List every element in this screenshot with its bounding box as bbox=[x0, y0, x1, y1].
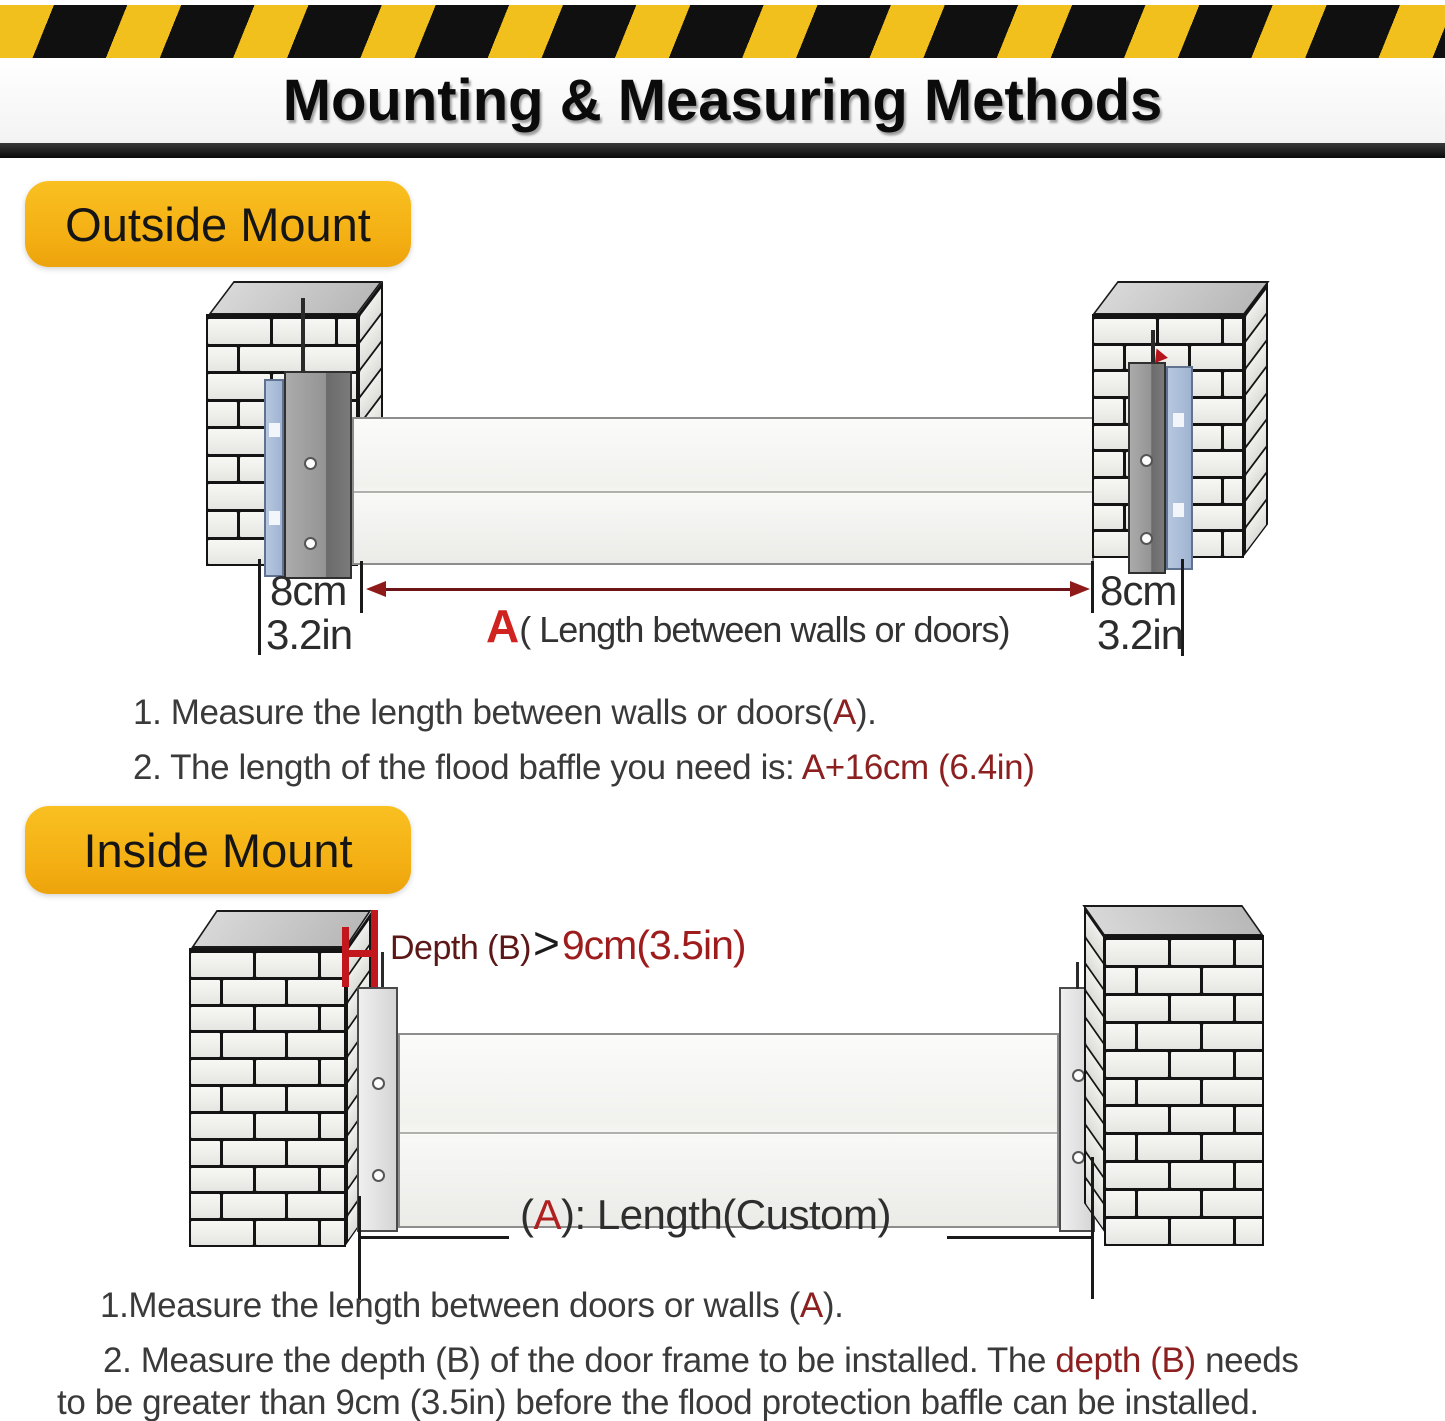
step-text: 2. Measure the depth (B) of the door frame to be installed. The bbox=[103, 1341, 1056, 1380]
brick bbox=[1106, 1052, 1168, 1077]
brick bbox=[338, 319, 358, 344]
brick bbox=[256, 953, 318, 977]
brick bbox=[321, 1114, 346, 1138]
greater-than-sign: > bbox=[533, 917, 560, 969]
inside-left-frame-pin bbox=[381, 952, 384, 992]
inside-dim-line-left-segment bbox=[361, 1236, 509, 1239]
brick bbox=[1171, 996, 1233, 1021]
brick bbox=[1138, 1135, 1200, 1160]
caption-text: ): Length(Custom) bbox=[561, 1191, 891, 1238]
brick bbox=[206, 512, 237, 537]
brick bbox=[223, 1141, 285, 1165]
brick bbox=[189, 1141, 220, 1165]
screw-icon bbox=[1140, 454, 1153, 467]
outside-step-2 bbox=[133, 748, 1034, 788]
screw-icon bbox=[304, 457, 317, 470]
brick bbox=[1203, 1191, 1264, 1216]
inside-left-pillar-brick-face bbox=[189, 948, 346, 1247]
brick bbox=[1106, 940, 1168, 965]
brick bbox=[1106, 1107, 1168, 1132]
step-highlight: depth (B) bbox=[1055, 1341, 1196, 1380]
brick-row bbox=[1106, 1052, 1262, 1077]
brick bbox=[1171, 1219, 1233, 1244]
brick-row bbox=[189, 1141, 344, 1165]
depth-annotation bbox=[390, 916, 746, 970]
seal-notch bbox=[269, 423, 280, 437]
outside-left-seal-strip bbox=[264, 379, 284, 577]
inside-dim-line-right-segment bbox=[947, 1236, 1093, 1239]
brick-row bbox=[191, 953, 344, 977]
caption-letter-a: A bbox=[533, 1191, 562, 1238]
step-text: needs bbox=[1195, 1341, 1299, 1380]
caption-letter-a: A bbox=[486, 600, 520, 652]
brick bbox=[288, 980, 346, 1004]
outside-left-mounting-channel bbox=[284, 371, 352, 579]
brick bbox=[256, 1114, 318, 1138]
brick bbox=[1104, 1135, 1135, 1160]
outside-flood-barrier-panel bbox=[352, 417, 1094, 565]
brick bbox=[189, 1087, 220, 1111]
brick bbox=[1236, 1219, 1264, 1244]
step-highlight: A bbox=[799, 1286, 823, 1325]
screw-icon bbox=[372, 1077, 385, 1090]
brick bbox=[288, 1033, 346, 1057]
inside-right-pillar-side-face bbox=[1084, 905, 1105, 1233]
arrowhead-right-icon bbox=[1070, 581, 1090, 597]
brick bbox=[1171, 1107, 1233, 1132]
brick-row bbox=[1104, 1080, 1262, 1105]
brick bbox=[189, 980, 220, 1004]
outside-mount-badge-label: Outside Mount bbox=[65, 197, 371, 251]
brick-row bbox=[1106, 1163, 1262, 1188]
brick bbox=[208, 429, 270, 454]
depth-label: Depth (B) bbox=[390, 929, 531, 967]
brick-row bbox=[189, 1087, 344, 1111]
brick bbox=[288, 1087, 346, 1111]
brick bbox=[1224, 426, 1244, 450]
dim-label-right-in: 3.2in bbox=[1097, 611, 1184, 658]
brick-row bbox=[189, 1194, 344, 1218]
dim-arrow-line bbox=[382, 588, 1074, 591]
barrier-panel-seam bbox=[354, 491, 1092, 493]
brick bbox=[1092, 399, 1123, 423]
brick-row bbox=[1106, 1107, 1262, 1132]
brick bbox=[240, 347, 302, 372]
brick bbox=[189, 1033, 220, 1057]
brick bbox=[1104, 968, 1135, 993]
inside-mount-badge bbox=[25, 806, 411, 894]
caption-text: ( Length between walls or doors) bbox=[519, 609, 1010, 650]
outside-left-wall-joint-line bbox=[301, 298, 305, 376]
brick bbox=[1138, 968, 1200, 993]
dim-label-right-cm: 8cm bbox=[1100, 567, 1177, 614]
brick bbox=[206, 402, 237, 427]
depth-value: 9cm(3.5in) bbox=[561, 922, 746, 968]
brick bbox=[206, 457, 237, 482]
brick-row bbox=[1094, 319, 1242, 343]
brick-row bbox=[1104, 1135, 1262, 1160]
brick bbox=[1191, 399, 1244, 423]
outside-step-1 bbox=[133, 693, 876, 733]
brick bbox=[321, 1060, 346, 1084]
length-a-caption bbox=[486, 599, 1010, 653]
brick bbox=[189, 1194, 220, 1218]
brick bbox=[1224, 479, 1244, 503]
brick bbox=[1092, 346, 1123, 370]
brick bbox=[321, 1007, 346, 1031]
outside-mount-badge bbox=[25, 181, 411, 267]
brick bbox=[208, 374, 270, 399]
screw-icon bbox=[1140, 532, 1153, 545]
brick bbox=[1092, 506, 1123, 530]
seal-notch bbox=[269, 511, 280, 525]
header-divider-bar bbox=[0, 143, 1445, 158]
brick bbox=[288, 1141, 346, 1165]
dim-extension-line-left bbox=[258, 559, 261, 655]
brick bbox=[1191, 452, 1244, 476]
brick-row bbox=[1106, 940, 1262, 965]
brick-row bbox=[189, 1033, 344, 1057]
inside-dim-tick-right bbox=[1091, 1157, 1094, 1299]
step-text: to be greater than 9cm (3.5in) before the flood protection baffle can be installed. bbox=[57, 1383, 1259, 1421]
brick-row bbox=[1104, 1024, 1262, 1049]
step-highlight: A bbox=[832, 693, 856, 732]
caption-text: ( bbox=[520, 1191, 534, 1238]
brick bbox=[1106, 1219, 1168, 1244]
brick bbox=[1104, 1080, 1135, 1105]
inside-right-pillar-brick-face bbox=[1104, 935, 1264, 1246]
brick bbox=[1106, 996, 1168, 1021]
brick bbox=[1224, 372, 1244, 396]
hazard-stripe-banner bbox=[0, 5, 1445, 58]
brick bbox=[191, 953, 253, 977]
brick bbox=[208, 319, 270, 344]
brick bbox=[1236, 1052, 1264, 1077]
brick bbox=[1094, 319, 1156, 343]
inside-dim-tick-left bbox=[358, 1196, 361, 1300]
seal-notch bbox=[1173, 503, 1184, 517]
brick-row bbox=[206, 347, 356, 372]
outside-right-seal-strip bbox=[1166, 366, 1193, 570]
inside-mount-badge-label: Inside Mount bbox=[83, 823, 353, 877]
brick bbox=[1092, 452, 1123, 476]
brick-row bbox=[208, 319, 356, 344]
inside-step-1 bbox=[100, 1286, 843, 1326]
brick bbox=[256, 1007, 318, 1031]
brick bbox=[223, 1087, 285, 1111]
brick bbox=[1203, 1024, 1264, 1049]
step-text: ). bbox=[822, 1286, 844, 1325]
brick bbox=[1203, 968, 1264, 993]
inside-step-2-line-1 bbox=[103, 1341, 1298, 1381]
brick bbox=[305, 347, 358, 372]
depth-bracket-left-bar bbox=[342, 927, 349, 987]
inside-step-2-line-2 bbox=[57, 1383, 1259, 1421]
brick bbox=[191, 1114, 253, 1138]
outside-left-pillar-top-face bbox=[208, 281, 383, 315]
brick-row bbox=[1106, 1219, 1262, 1244]
brick-row bbox=[191, 1114, 344, 1138]
brick bbox=[1171, 1163, 1233, 1188]
inside-length-caption bbox=[520, 1191, 891, 1239]
brick-row bbox=[1104, 968, 1262, 993]
brick bbox=[1236, 996, 1264, 1021]
brick bbox=[1138, 1024, 1200, 1049]
brick bbox=[206, 347, 237, 372]
dim-label-left-in: 3.2in bbox=[266, 611, 353, 658]
brick-row bbox=[191, 1007, 344, 1031]
brick bbox=[1159, 319, 1221, 343]
brick bbox=[1104, 1024, 1135, 1049]
brick bbox=[1171, 940, 1233, 965]
brick bbox=[191, 1168, 253, 1192]
inside-left-post bbox=[357, 987, 398, 1232]
screw-icon bbox=[372, 1169, 385, 1182]
outside-right-mounting-channel bbox=[1128, 362, 1166, 574]
brick bbox=[191, 1221, 253, 1245]
brick bbox=[1236, 940, 1264, 965]
dim-tick-left bbox=[360, 561, 363, 613]
brick-row bbox=[1104, 1191, 1262, 1216]
barrier-panel-seam bbox=[400, 1132, 1057, 1134]
brick-row bbox=[191, 1168, 344, 1192]
brick bbox=[191, 1007, 253, 1031]
brick bbox=[223, 1194, 285, 1218]
brick bbox=[1171, 1052, 1233, 1077]
brick bbox=[1236, 1163, 1264, 1188]
brick bbox=[1224, 319, 1244, 343]
dim-label-left-cm: 8cm bbox=[270, 567, 347, 614]
brick bbox=[191, 1060, 253, 1084]
page-title: Mounting & Measuring Methods bbox=[282, 68, 1163, 133]
brick bbox=[288, 1194, 346, 1218]
brick bbox=[1203, 1135, 1264, 1160]
step-text: ). bbox=[855, 693, 877, 732]
brick bbox=[321, 1221, 346, 1245]
outside-right-pillar-top-face bbox=[1092, 281, 1270, 315]
step-text: 1. Measure the length between walls or doors( bbox=[133, 693, 833, 732]
brick bbox=[321, 1168, 346, 1192]
outside-right-pillar-side-face bbox=[1244, 282, 1268, 556]
step-text: 1.Measure the length between doors or walls ( bbox=[100, 1286, 800, 1325]
brick bbox=[1104, 1191, 1135, 1216]
depth-bracket-right-bar bbox=[371, 910, 378, 998]
title-band bbox=[0, 58, 1445, 143]
brick bbox=[1138, 1191, 1200, 1216]
brick bbox=[1106, 1163, 1168, 1188]
brick bbox=[223, 1033, 285, 1057]
arrowhead-left-icon bbox=[366, 581, 386, 597]
brick bbox=[1224, 532, 1244, 556]
brick-row bbox=[191, 1060, 344, 1084]
dim-tick-right bbox=[1091, 561, 1094, 613]
brick bbox=[256, 1221, 318, 1245]
brick bbox=[1191, 346, 1244, 370]
inside-right-pillar-top-face bbox=[1082, 905, 1264, 936]
inside-right-frame-pin bbox=[1076, 962, 1079, 989]
brick bbox=[223, 980, 285, 1004]
screw-icon bbox=[304, 537, 317, 550]
brick bbox=[256, 1168, 318, 1192]
brick bbox=[256, 1060, 318, 1084]
brick bbox=[1138, 1080, 1200, 1105]
brick bbox=[1191, 506, 1244, 530]
brick-row bbox=[191, 1221, 344, 1245]
seal-notch bbox=[1173, 413, 1184, 427]
brick bbox=[208, 484, 270, 509]
brick bbox=[1203, 1080, 1264, 1105]
brick-row bbox=[1106, 996, 1262, 1021]
brick-row bbox=[189, 980, 344, 1004]
brick bbox=[1236, 1107, 1264, 1132]
step-text: 2. The length of the flood baffle you need is: bbox=[133, 748, 802, 787]
step-highlight: A+16cm (6.4in) bbox=[801, 748, 1035, 787]
